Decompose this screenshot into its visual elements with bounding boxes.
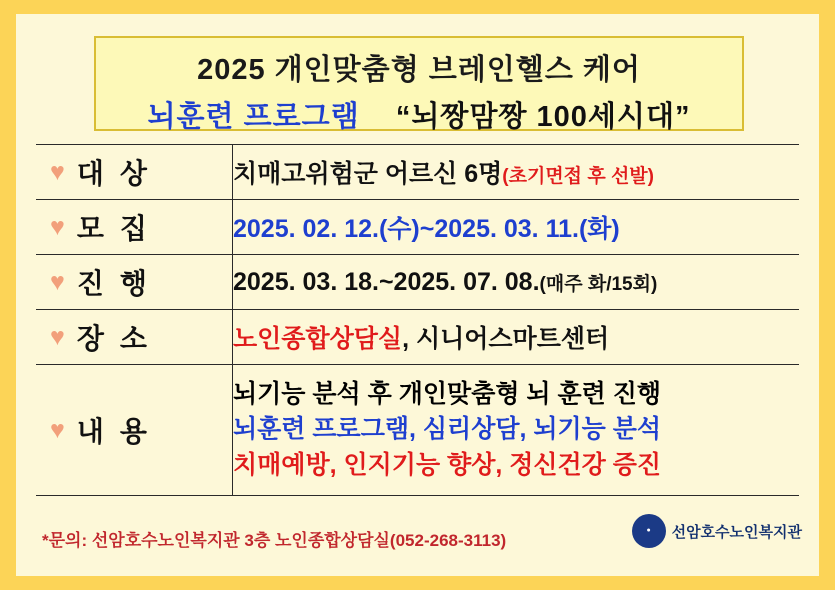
row-value-cell-content — [233, 365, 800, 496]
row-value-main: 2025. 02. 12.(수)~2025. 03. 11.(화) — [233, 215, 620, 243]
poster-title-slogan: “뇌짱맘짱 100세시대” — [395, 101, 691, 133]
content-line-1: 뇌기능 분석 후 개인맞춤형 뇌 훈련 진행 — [233, 379, 662, 408]
row-value-main: , 시니어스마트센터 — [402, 325, 610, 353]
row-value-main: 2025. 03. 18.~2025. 07. 08. — [233, 267, 540, 296]
row-value-main: 치매고위험군 어르신 6명 — [233, 160, 503, 188]
row-label-cell-schedule — [36, 255, 233, 310]
row-label-cell-recruit — [36, 200, 233, 255]
row-label: 진행 — [76, 268, 163, 299]
logo-emblem-icon: ● — [632, 514, 666, 548]
heart-icon: ♥ — [50, 212, 65, 241]
title-box — [94, 36, 744, 131]
organization-logo — [632, 514, 802, 548]
content-line-3: 치매예방, 인지기능 향상, 정신건강 증진 — [233, 450, 662, 479]
heart-icon: ♥ — [50, 267, 65, 296]
heart-icon: ♥ — [50, 322, 65, 351]
poster-title-line2 — [96, 94, 742, 135]
table-row — [36, 365, 799, 496]
heart-icon: ♥ — [50, 157, 65, 186]
table-row — [36, 145, 799, 200]
table-row — [36, 200, 799, 255]
logo-label: 선암호수노인복지관 — [671, 523, 802, 541]
row-value-cell-schedule — [233, 255, 800, 310]
info-table — [36, 144, 799, 496]
poster-title-program: 뇌훈련 프로그램 — [147, 101, 360, 133]
contact-prefix: *문의: — [42, 531, 88, 550]
row-value-cell-place — [233, 310, 800, 365]
row-label: 대상 — [76, 158, 163, 189]
row-label: 장소 — [76, 323, 163, 354]
poster-body — [16, 14, 819, 576]
poster-title-line1: 2025 개인맞춤형 브레인헬스 케어 — [197, 54, 641, 86]
row-value-note: (매주 화/15회) — [539, 273, 658, 295]
row-label-cell-content — [36, 365, 233, 496]
row-label-cell-place — [36, 310, 233, 365]
row-label: 모집 — [76, 213, 163, 244]
table-row — [36, 255, 799, 310]
row-value-highlight: 노인종합상담실 — [233, 325, 403, 353]
row-label-cell-target — [36, 145, 233, 200]
row-value-note: (초기면접 후 선발) — [502, 166, 654, 187]
table-row — [36, 310, 799, 365]
footer — [42, 514, 802, 562]
contact-detail: 선암호수노인복지관 3층 노인종합상담실(052-268-3113) — [91, 531, 507, 550]
heart-icon: ♥ — [50, 415, 65, 444]
row-value-cell-target — [233, 145, 800, 200]
contact-text — [42, 526, 506, 551]
row-label: 내용 — [76, 416, 163, 447]
row-value-cell-recruit — [233, 200, 800, 255]
content-line-2: 뇌훈련 프로그램, 심리상담, 뇌기능 분석 — [233, 415, 662, 444]
